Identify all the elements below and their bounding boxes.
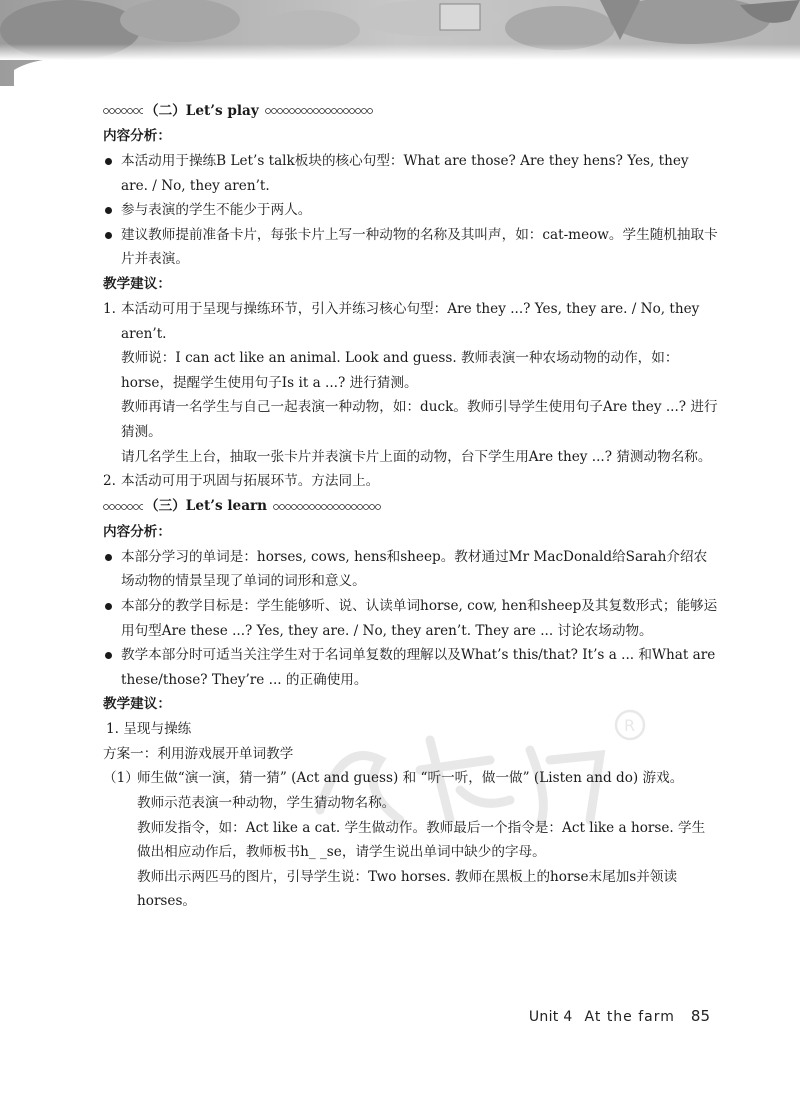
wave-decoration xyxy=(265,107,373,115)
suggestion-paragraph: 教师说：I can act like an animal. Look and guess. 教师表演一种农场动物的动作，如：horse，提醒学生使用句子Is it a ...? 进行猜测。 xyxy=(121,350,679,391)
analysis-item: 本部分的教学目标是：学生能够听、说、认读单词horse, cow, hen和sheep及其复数形式；能够运用句型Are these ...? Yes, they are. / No, they aren’t. They are ... 讨论农场动物。 xyxy=(103,594,718,643)
analysis-item: 建议教师提前准备卡片，每张卡片上写一种动物的名称及其叫声，如：cat-meow。学生随机抽取卡片并表演。 xyxy=(103,223,718,272)
plan-item xyxy=(103,766,718,791)
analysis-item: 本部分学习的单词是：horses, cows, hens和sheep。教材通过Mr MacDonald给Sarah介绍农场动物的情景呈现了单词的词形和意义。 xyxy=(103,545,718,594)
section-heading-lets-learn xyxy=(103,494,718,520)
suggestion-item xyxy=(103,297,718,346)
suggestion-label: 教学建议： xyxy=(103,696,171,713)
page-number: 85 xyxy=(690,1007,710,1025)
analysis-item: 本活动用于操练B Let’s talk板块的核心句型：What are those? Are they hens? Yes, they are. / No, they aren’t. xyxy=(103,149,718,198)
plan-heading: 方案一：利用游戏展开单词教学 xyxy=(103,745,294,762)
analysis-label: 内容分析： xyxy=(103,128,171,144)
plan-paragraph: 教师示范表演一种动物，学生猜动物名称。 xyxy=(137,795,396,812)
section-title: （二）Let’s play xyxy=(145,102,259,119)
item-text: 本活动可用于呈现与操练环节，引入并练习核心句型：Are they ...? Yes, they are. / No, they aren’t. xyxy=(121,300,700,342)
step-heading: 1. 呈现与操练 xyxy=(106,721,192,738)
item-text: 本活动可用于巩固与拓展环节。方法同上。 xyxy=(121,473,380,490)
footer-unit: Unit 4 xyxy=(528,1009,573,1025)
header-banner-illustration xyxy=(0,0,800,86)
analysis-item: 教学本部分时可适当关注学生对于名词单复数的理解以及What’s this/that? It’s a ... 和What are these/those? They’re ... 的正确使用。 xyxy=(103,643,718,692)
wave-decoration xyxy=(273,503,381,511)
analysis-item: 参与表演的学生不能少于两人。 xyxy=(103,198,718,223)
suggestion-paragraph: 教师再请一名学生与自己一起表演一种动物，如：duck。教师引导学生使用句子Are they ...? 进行猜测。 xyxy=(121,399,718,440)
page-content xyxy=(103,98,718,914)
section-title: （三）Let’s learn xyxy=(145,498,268,515)
wave-decoration xyxy=(103,503,143,511)
suggestion-label: 教学建议： xyxy=(103,275,171,292)
item-number: 1. xyxy=(103,300,116,317)
item-number: 2. xyxy=(103,473,116,490)
header-banner xyxy=(0,0,800,86)
plan-paragraph: 教师发指令，如：Act like a cat. 学生做动作。教师最后一个指令是：Act like a horse. 学生做出相应动作后，教师板书h_ _se，请学生说出单词中缺少的字母。 xyxy=(137,819,706,861)
section-heading-lets-play xyxy=(103,98,718,124)
page-footer xyxy=(529,1007,710,1025)
suggestion-item xyxy=(103,469,718,494)
wave-decoration xyxy=(103,107,143,115)
item-text: 师生做“演一演，猜一猜” (Act and guess) 和 “听一听，做一做” (Listen and do) 游戏。 xyxy=(137,770,684,787)
item-number: （1） xyxy=(103,770,139,787)
footer-unit-title: At the farm xyxy=(584,1009,675,1025)
suggestion-paragraph: 请几名学生上台，抽取一张卡片并表演卡片上面的动物，台下学生用Are they ...? 猜测动物名称。 xyxy=(121,448,712,465)
svg-text:R: R xyxy=(624,716,636,735)
plan-paragraph: 教师出示两匹马的图片，引导学生说：Two horses. 教师在黑板上的horse末尾加s并领读horses。 xyxy=(137,868,678,910)
analysis-label: 内容分析： xyxy=(103,523,171,540)
